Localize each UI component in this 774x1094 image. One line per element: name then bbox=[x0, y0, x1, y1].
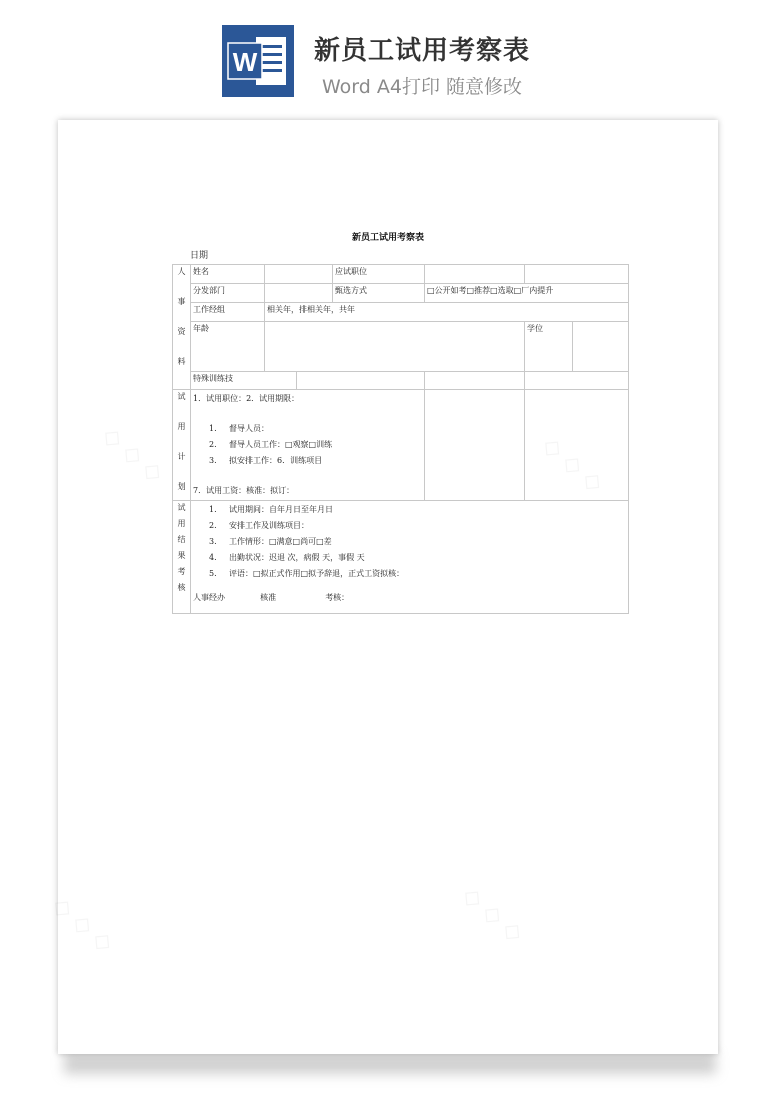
plan-line-7: 7．试用工资：核准：拟订： bbox=[193, 486, 295, 495]
degree-field[interactable] bbox=[573, 322, 629, 372]
position-label: 应试职位 bbox=[333, 265, 425, 284]
trial-plan-cell[interactable] bbox=[191, 390, 425, 501]
watermark bbox=[97, 421, 169, 488]
section-personal-label: 人 事 资 料 bbox=[173, 265, 191, 390]
name-field[interactable] bbox=[265, 265, 333, 284]
name-label: 姓名 bbox=[191, 265, 265, 284]
evaluation-form-table bbox=[172, 264, 629, 614]
signature-line bbox=[193, 590, 626, 606]
page-header bbox=[0, 0, 774, 110]
approve-sign-label: 核准 bbox=[260, 593, 277, 602]
position-field[interactable] bbox=[425, 265, 525, 284]
hr-sign-label: 人事经办 bbox=[193, 593, 225, 602]
position-extra-field[interactable] bbox=[525, 265, 629, 284]
special-skill-field-2[interactable] bbox=[425, 372, 525, 390]
result-item: 1. 试用期间：自年月日至年月日 bbox=[209, 505, 333, 514]
special-skill-field[interactable] bbox=[297, 372, 425, 390]
result-item: 3. 工作情形：□满意□尚可□差 bbox=[209, 537, 332, 546]
result-item: 4. 出勤状况：迟退 次，病假 天，事假 天 bbox=[209, 553, 365, 562]
review-sign-label: 考核： bbox=[325, 593, 350, 602]
degree-label: 学位 bbox=[525, 322, 573, 372]
special-skill-field-3[interactable] bbox=[525, 372, 629, 390]
document-page bbox=[58, 120, 718, 1054]
age-label: 年龄 bbox=[191, 322, 265, 372]
section-result-label: 试 用 结 果 考 核 bbox=[173, 501, 191, 614]
document-title: 新员工试用考察表 bbox=[314, 36, 531, 66]
document-subtitle: Word A4打印 随意修改 bbox=[322, 76, 523, 98]
word-icon-letter: W bbox=[232, 47, 258, 77]
special-skill-label: 特殊训练技 bbox=[191, 372, 297, 390]
trial-plan-extra-1[interactable] bbox=[425, 390, 525, 501]
result-item: 2. 安排工作及训练项目： bbox=[209, 521, 309, 530]
form-title: 新员工试用考察表 bbox=[351, 233, 424, 243]
plan-item: 2. 督导人员工作：□观察□训练 bbox=[209, 440, 333, 449]
word-icon bbox=[222, 25, 294, 97]
plan-item: 1. 督导人员： bbox=[209, 424, 269, 433]
experience-label: 工作经组 bbox=[191, 303, 265, 322]
dept-field[interactable] bbox=[265, 284, 333, 303]
page-shadow bbox=[64, 1052, 716, 1074]
dept-label: 分发部门 bbox=[191, 284, 265, 303]
age-field[interactable] bbox=[265, 322, 525, 372]
trial-plan-extra-2[interactable] bbox=[525, 390, 629, 501]
plan-item: 3. 拟安排工作：6．训练项目 bbox=[209, 456, 323, 465]
experience-value[interactable]: 相关年，排相关年，共年 bbox=[265, 303, 629, 322]
result-item: 5. 评语：□拟正式作用□拟予辞退，正式工资拟核： bbox=[209, 569, 405, 578]
plan-line-1: 1．试用职位：2．试用期限： bbox=[193, 394, 300, 403]
date-label: 日期 bbox=[190, 251, 209, 261]
watermark bbox=[47, 891, 119, 958]
trial-result-cell[interactable] bbox=[191, 501, 629, 614]
watermark bbox=[457, 881, 529, 948]
section-plan-label: 试 用 计 划 bbox=[173, 390, 191, 501]
select-method-label: 甄选方式 bbox=[333, 284, 425, 303]
select-method-options[interactable]: □公开如考□推荐□选取□厂内提升 bbox=[425, 284, 629, 303]
